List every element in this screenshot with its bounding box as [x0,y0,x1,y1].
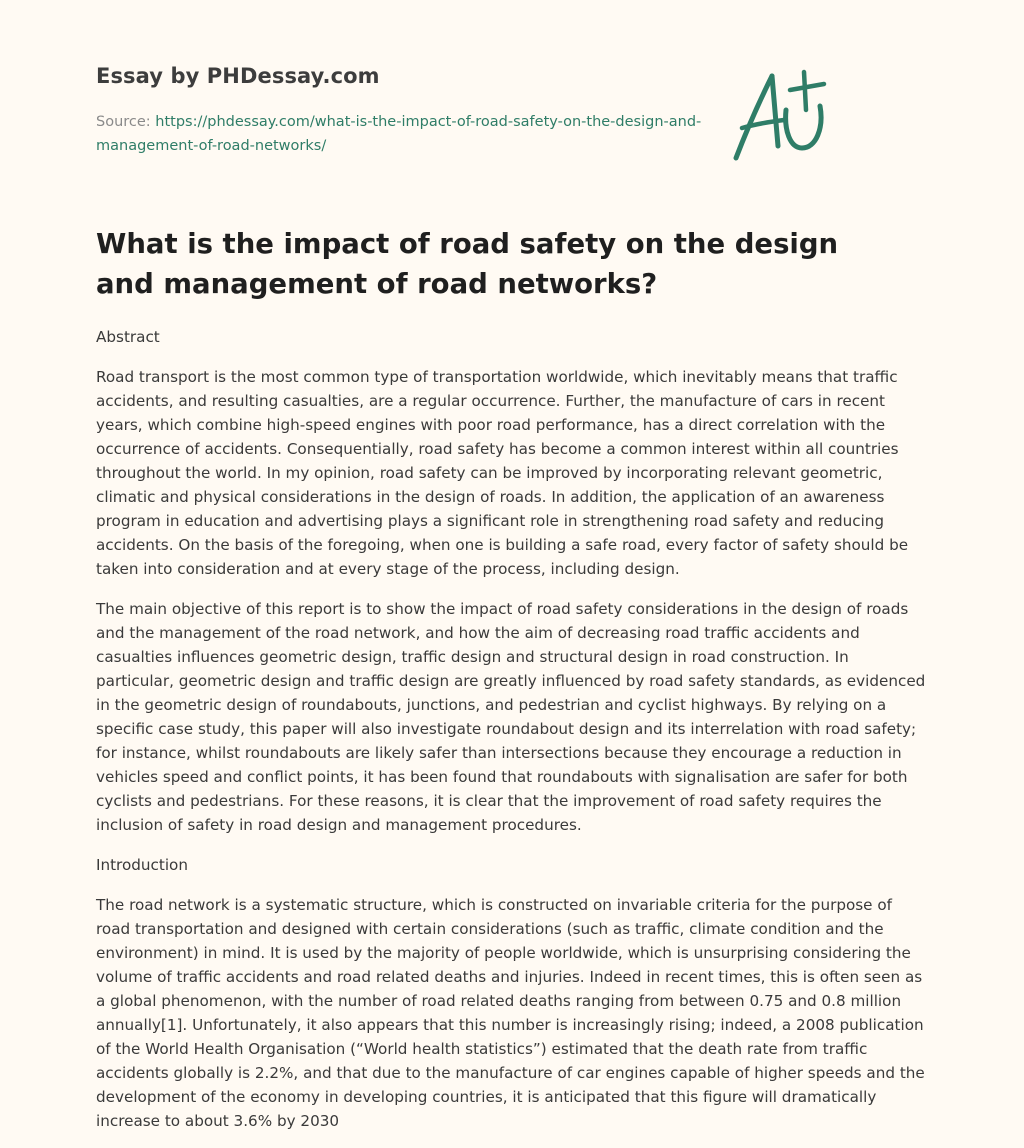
essay-title: What is the impact of road safety on the design and management of road networks? [96,228,839,300]
source-link[interactable]: https://phdessay.com/what-is-the-impact-of-road-safety-on-the-design-and-management-of-road-networks/ [96,114,702,154]
page-header [96,0,928,200]
abstract-paragraph-2: The main objective of this report is to show the impact of road safety considerations in the design of roads and the management of the road network, and how the aim of decreasing road traffic accidents and casualties influences geometric design, traffic design and structural design in road construction. In particular, geometric design and traffic design are greatly influenced by road safety standards, as evidenced in the geometric design of roundabouts, junctions, and pedestrian and cyclist highways. By relying on a specific case study, this paper will also investigate roundabout design and its interrelation with road safety; for instance, whilst roundabouts are likely safer than intersections because they encourage a reduction in vehicles speed and conflict points, it has been found that roundabouts with signalisation are safer for both cyclists and pedestrians. For these reasons, it is clear that the improvement of road safety requires the inclusion of safety in road design and management procedures. [96,600,926,834]
source-label: Source: [96,114,156,130]
introduction-paragraph-1: The road network is a systematic structure, which is constructed on invariable criteria for the purpose of road transportation and designed with certain considerations (such as traffic, climate condition and the environment) in mind. It is used by the majority of people worldwide, which is unsurprising considering the volume of traffic accidents and road related deaths and injuries. Indeed in recent times, this is often seen as a global phenomenon, with the number of road related deaths ranging from between 0.75 and 0.8 million annually[1]. Unfortunately, it also appears that this number is increasingly rising; indeed, a 2008 publication of the World Health Organisation (“World health statistics”) estimated that the death rate from traffic accidents globally is 2.2%, and that due to the manufacture of car engines capable of higher speeds and the development of the economy in developing countries, it is anticipated that this figure will dramatically increase to about 3.6% by 2030 [96,896,925,1130]
introduction-heading: Introduction [96,856,188,874]
a-plus-logo-icon [728,66,832,166]
site-title: Essay by PHDessay.com [96,64,380,88]
essay-body [96,325,928,1133]
source-line [96,110,746,158]
abstract-heading: Abstract [96,328,160,346]
abstract-paragraph-1: Road transport is the most common type of transportation worldwide, which inevitably means that traffic accidents, and resulting casualties, are a regular occurrence. Further, the manufacture of cars in recent years, which combine high-speed engines with poor road performance, has a direct correlation with the occurrence of accidents. Consequentially, road safety has become a common interest within all countries throughout the world. In my opinion, road safety can be improved by incorporating relevant geometric, climatic and physical considerations in the design of roads. In addition, the application of an awareness program in education and advertising plays a significant role in strengthening road safety and reducing accidents. On the basis of the foregoing, when one is building a safe road, every factor of safety should be taken into consideration and at every stage of the process, including design. [96,368,909,578]
